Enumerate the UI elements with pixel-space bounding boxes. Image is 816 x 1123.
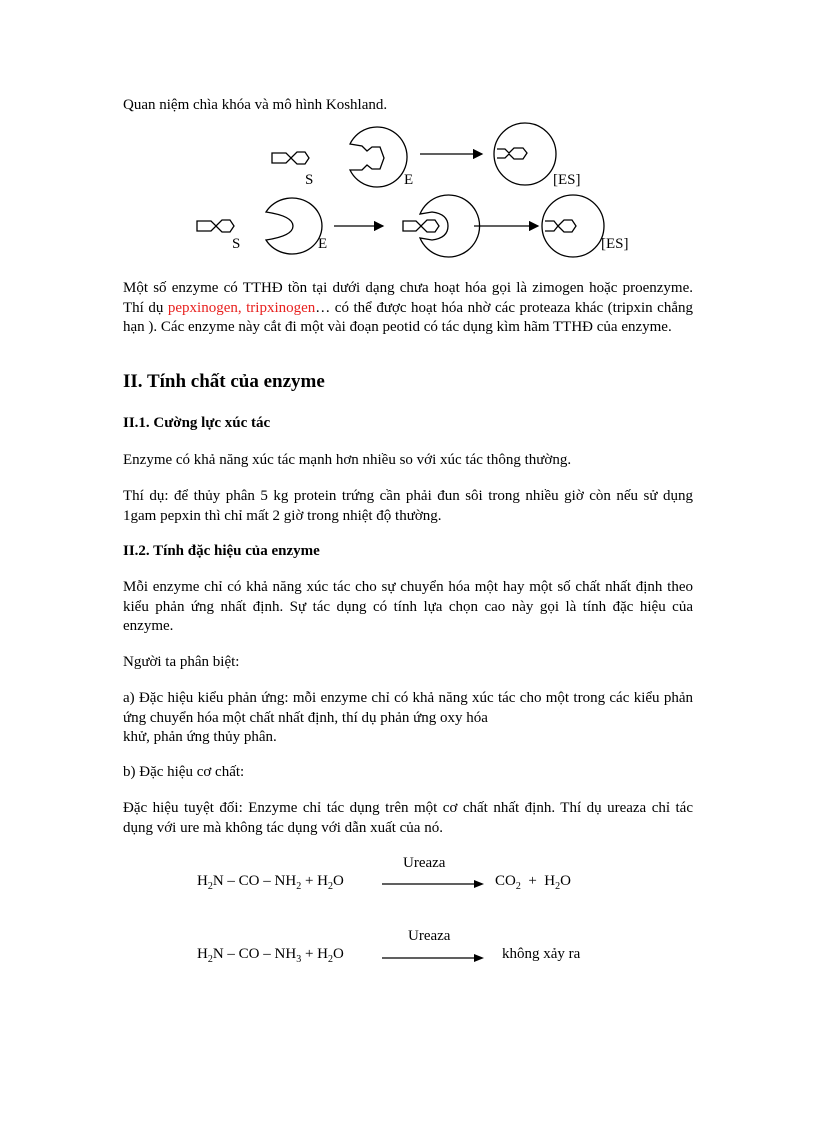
- sub1-paragraph-2: Thí dụ: để thủy phân 5 kg protein trứng cần phải đun sôi trong nhiều giờ còn nếu sử dụng 1gam pepxin thì chỉ mất 2 giờ trong nhiệt độ thường.: [123, 488, 693, 524]
- row2-induced: [403, 195, 480, 257]
- row2-enzyme: [266, 198, 322, 254]
- sub1-title: II.1. Cường lực xúc tác: [123, 415, 271, 431]
- row1-e-label: E: [404, 172, 414, 188]
- eq2-product: không xảy ra: [502, 946, 581, 962]
- sub2-p3-line2: khử, phản ứng thủy phân.: [123, 729, 277, 745]
- row2-substrate: [197, 220, 234, 232]
- row1-complex: [494, 123, 556, 185]
- section-title: II. Tính chất của enzyme: [123, 371, 325, 392]
- intro-line: Quan niệm chìa khóa và mô hình Koshland.: [123, 97, 388, 113]
- eq1-arrow: [380, 878, 486, 890]
- zymogen-highlight: pepxinogen, tripxinogen: [167, 299, 316, 316]
- sub1-paragraph-1: Enzyme có khả năng xúc tác mạnh hơn nhiều so với xúc tác thông thường.: [123, 452, 572, 468]
- sub2-title: II.2. Tính đặc hiệu của enzyme: [123, 543, 320, 559]
- eq1-reactants: $H_2N$ – CO – $NH_2 + H_2O$: [197, 873, 344, 892]
- enzyme-model-diagram: [0, 0, 816, 270]
- sub2-paragraph-4: b) Đặc hiệu cơ chất:: [123, 764, 245, 780]
- sub2-paragraph-5: Đặc hiệu tuyệt đối: Enzyme chỉ tác dụng trên một cơ chất nhất định. Thí dụ ureaza chỉ tác dụng với ure mà không tác dụng với dẫn xuất của nó.: [123, 800, 693, 836]
- zymogen-text-after: … có thể được hoạt hóa nhờ các proteaza khác (tripxin chẳng hạn ). Các enzyme này cắt đi một vài đoạn peotid có tác dụng kìm hãm TTHĐ của enzyme.: [123, 299, 693, 335]
- row2-s-label: S: [232, 236, 241, 252]
- zymogen-paragraph: [123, 279, 693, 338]
- eq2-arrow: [380, 952, 486, 964]
- row2-complex: [542, 195, 604, 257]
- row1-s-label: S: [305, 172, 314, 188]
- row1-enzyme: [350, 127, 407, 187]
- eq1-products: $CO_2 + H_2O$: [495, 873, 571, 892]
- zymogen-text-before: Một số enzyme có TTHĐ tồn tại dưới dạng chưa hoạt hóa gọi là zimogen hoặc proenzyme. Thí dụ: [123, 280, 693, 316]
- sub2-paragraph-1: Mỗi enzyme chỉ có khả năng xúc tác cho sự chuyển hóa một hay một số chất nhất định theo kiểu phản ứng nhất định. Sự tác dụng có tính lựa chọn cao này gọi là tính đặc hiệu của enzyme.: [123, 579, 693, 634]
- sub2-paragraph-2: Người ta phân biệt:: [123, 654, 240, 670]
- eq2-reactants: $H_2N$ – CO – $NH_3 + H_2O$: [197, 946, 344, 965]
- eq2-enzyme-label: Ureaza: [408, 928, 451, 944]
- row2-es-label: [ES]: [601, 236, 629, 252]
- row1-es-label: [ES]: [553, 172, 581, 188]
- sub2-paragraph-3: [123, 689, 693, 748]
- row1-substrate: [272, 152, 309, 164]
- sub2-p3-line1: a) Đặc hiệu kiểu phản ứng: mỗi enzyme chỉ có khả năng xúc tác cho một trong các kiểu phản ứng chuyển hóa một chất nhất định, thí dụ phản ứng oxy hóa: [123, 690, 693, 726]
- eq1-enzyme-label: Ureaza: [403, 855, 446, 871]
- row2-e-label: E: [318, 236, 328, 252]
